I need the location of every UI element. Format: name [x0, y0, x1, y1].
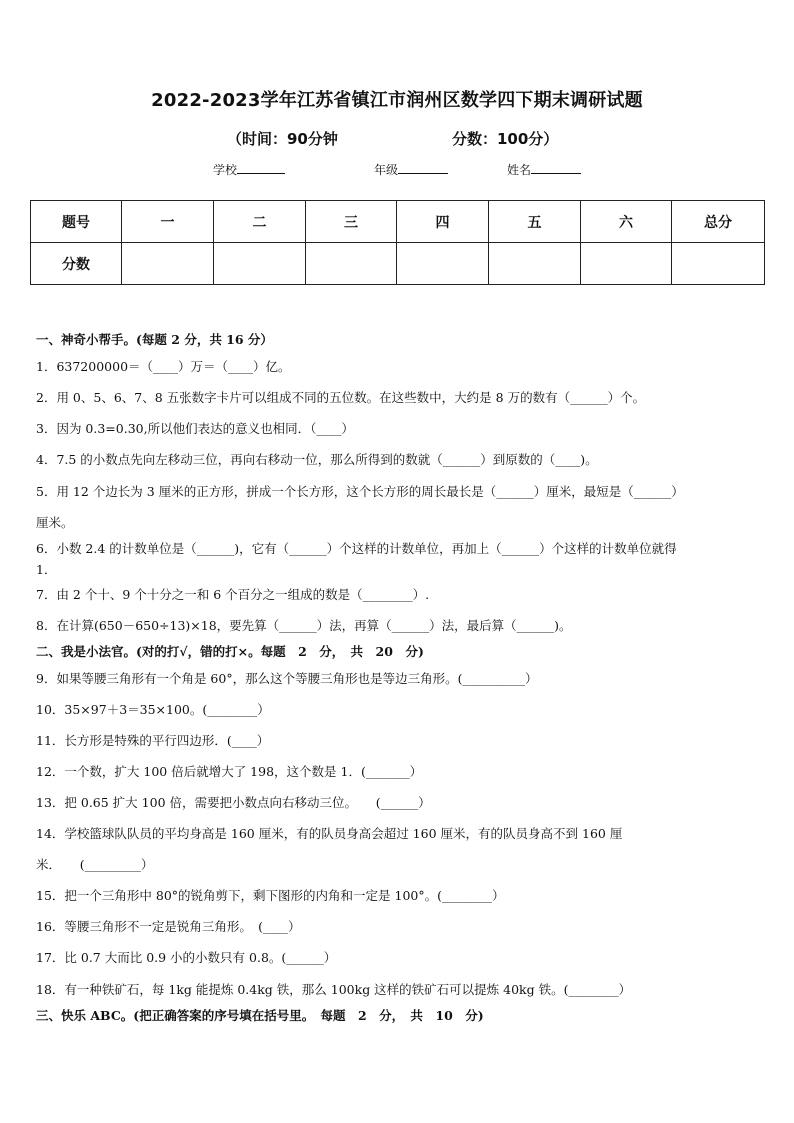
- score-cell[interactable]: [672, 243, 765, 285]
- score-cell[interactable]: [214, 243, 306, 285]
- question-18: 18．有一种铁矿石，每 1kg 能提炼 0.4kg 铁，那么 100kg 这样的铁矿石可以提炼 40kg 铁。(________）: [36, 982, 631, 997]
- grade-field: [374, 161, 448, 178]
- score-cell[interactable]: [306, 243, 397, 285]
- score-row-label: 分数: [31, 243, 122, 285]
- score-table-score-row: [31, 243, 765, 285]
- header-cell: 六: [581, 201, 672, 243]
- header-cell: 四: [397, 201, 489, 243]
- question-15: 15．把一个三角形中 80°的锐角剪下，剩下图形的内角和一定是 100°。(________）: [36, 888, 505, 903]
- question-13: 13．把 0.65 扩大 100 倍，需要把小数点向右移动三位。 (______）: [36, 795, 431, 810]
- section-1-heading: 一、神奇小帮手。(每题 2 分，共 16 分）: [36, 332, 273, 347]
- header-cell: 五: [489, 201, 581, 243]
- header-cell: 二: [214, 201, 306, 243]
- school-label: 学校: [213, 163, 238, 177]
- name-label: 姓名: [507, 163, 532, 177]
- question-5: 5．用 12 个边长为 3 厘米的正方形，拼成一个长方形，这个长方形的周长最长是（______）厘米，最短是（______）: [36, 484, 684, 499]
- header-cell: 一: [122, 201, 214, 243]
- score-table-header-row: [31, 201, 765, 243]
- school-field: [213, 161, 285, 178]
- exam-time: （时间：90分钟: [227, 130, 338, 148]
- question-2: 2．用 0、5、6、7、8 五张数字卡片可以组成不同的五位数。在这些数中，大约是 8 万的数有（______）个。: [36, 390, 646, 405]
- school-blank: [237, 161, 285, 174]
- question-6: 6．小数 2.4 的计数单位是（______)，它有（______）个这样的计数单位，再加上（______）个这样的计数单位就得: [36, 541, 677, 556]
- score-cell[interactable]: [397, 243, 489, 285]
- question-11: 11．长方形是特殊的平行四边形．(____）: [36, 733, 270, 748]
- question-17: 17．比 0.7 大而比 0.9 小的小数只有 0.8。(______）: [36, 950, 337, 965]
- section-2-heading: 二、我是小法官。(对的打√，错的打×。每题 2 分， 共 20 分): [36, 644, 424, 659]
- question-3: 3．因为 0.3=0.30,所以他们表达的意义也相同．（____）: [36, 421, 354, 436]
- question-4: 4．7.5 的小数点先向左移动三位，再向右移动一位，那么所得到的数就（______）到原数的（____)。: [36, 452, 598, 467]
- section-3-heading: 三、快乐 ABC。(把正确答案的序号填在括号里。 每题 2 分， 共 10 分): [36, 1008, 484, 1023]
- page-title: 2022-2023学年江苏省镇江市润州区数学四下期末调研试题: [151, 90, 643, 111]
- exam-total-score: 分数：100分）: [452, 130, 559, 148]
- question-9: 9．如果等腰三角形有一个角是 60°，那么这个等腰三角形也是等边三角形。(__________）: [36, 671, 538, 686]
- header-cell: 题号: [31, 201, 122, 243]
- grade-blank: [398, 161, 448, 174]
- question-6-continued: 1．: [36, 562, 57, 577]
- name-field: [507, 161, 581, 178]
- score-cell[interactable]: [489, 243, 581, 285]
- question-10: 10．35×97＋3＝35×100。(________）: [36, 702, 270, 717]
- question-5-continued: 厘米。: [36, 515, 74, 530]
- grade-label: 年级: [374, 163, 399, 177]
- score-table: [30, 200, 765, 285]
- question-14: 14．学校篮球队队员的平均身高是 160 厘米，有的队员身高会超过 160 厘米，有的队员身高不到 160 厘: [36, 826, 623, 841]
- question-16: 16．等腰三角形不一定是锐角三角形。 (____）: [36, 919, 301, 934]
- header-cell: 总分: [672, 201, 765, 243]
- question-12: 12．一个数，扩大 100 倍后就增大了 198，这个数是 1．(_______）: [36, 764, 423, 779]
- question-1: 1．637200000＝（____）万＝（____）亿。: [36, 359, 291, 374]
- score-cell[interactable]: [581, 243, 672, 285]
- header-cell: 三: [306, 201, 397, 243]
- question-7: 7．由 2 个十、9 个十分之一和 6 个百分之一组成的数是（________）.: [36, 587, 430, 602]
- question-14-continued: 米． (_________）: [36, 857, 154, 872]
- name-blank: [531, 161, 581, 174]
- score-cell[interactable]: [122, 243, 214, 285]
- question-8: 8．在计算(650－650÷13)×18，要先算（______）法，再算（______）法，最后算（______)。: [36, 618, 572, 633]
